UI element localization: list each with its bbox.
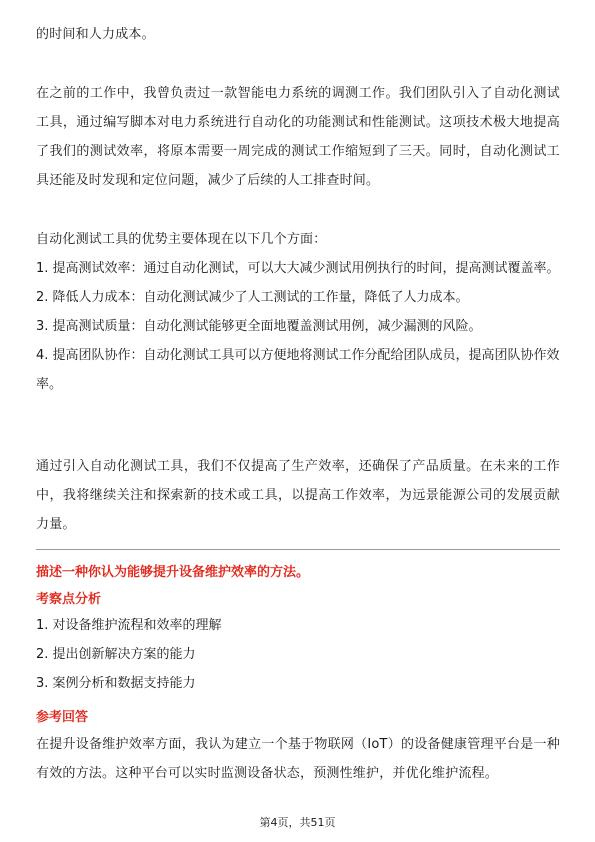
experience-paragraph: 在之前的工作中，我曾负责过一款智能电力系统的调测工作。我们团队引入了自动化测试工具，通过编写脚本对电力系统进行自动化的功能测试和性能测试。这项技术极大地提高了我们的测试效率，将原本需要一周完成的测试工作缩短到了三天。同时，自动化测试工具还能及时发现和定位问题，减少了后续的人工排查时间。 <box>36 86 560 188</box>
interview-question: 描述一种你认为能够提升设备维护效率的方法。 <box>36 565 310 580</box>
list-item: 3. 案例分析和数据支持能力 <box>36 676 196 691</box>
analysis-heading: 考察点分析 <box>36 592 102 607</box>
list-item: 3. 提高测试质量：自动化测试能够更全面地覆盖测试用例，减少漏测的风险。 <box>36 319 482 334</box>
answer-paragraph: 在提升设备维护效率方面，我认为建立一个基于物联网（IoT）的设备健康管理平台是一种有效的方法。这种平台可以实时监测设备状态，预测性维护，并优化维护流程。 <box>36 737 560 781</box>
advantages-heading: 自动化测试工具的优势主要体现在以下几个方面： <box>36 232 327 247</box>
list-item: 1. 对设备维护流程和效率的理解 <box>36 618 222 633</box>
advantages-list <box>36 254 560 399</box>
conclusion-paragraph: 通过引入自动化测试工具，我们不仅提高了生产效率，还确保了产品质量。在未来的工作中，我将继续关注和探索新的技术或工具，以提高工作效率，为远景能源公司的发展贡献力量。 <box>36 459 560 532</box>
intro-tail-text: 的时间和人力成本。 <box>36 27 155 42</box>
answer-heading: 参考回答 <box>36 710 89 725</box>
list-item: 2. 降低人力成本：自动化测试减少了人工测试的工作量，降低了人力成本。 <box>36 290 469 305</box>
list-item: 4. 提高团队协作：自动化测试工具可以方便地将测试工作分配给团队成员，提高团队协作效率。 <box>36 348 560 392</box>
page-number: 第4页，共51页 <box>259 816 336 829</box>
list-item: 1. 提高测试效率：通过自动化测试，可以大大减少测试用例执行的时间，提高测试覆盖率。 <box>36 261 560 276</box>
section-divider <box>36 549 560 550</box>
list-item: 2. 提出创新解决方案的能力 <box>36 647 196 662</box>
analysis-list <box>36 611 560 698</box>
